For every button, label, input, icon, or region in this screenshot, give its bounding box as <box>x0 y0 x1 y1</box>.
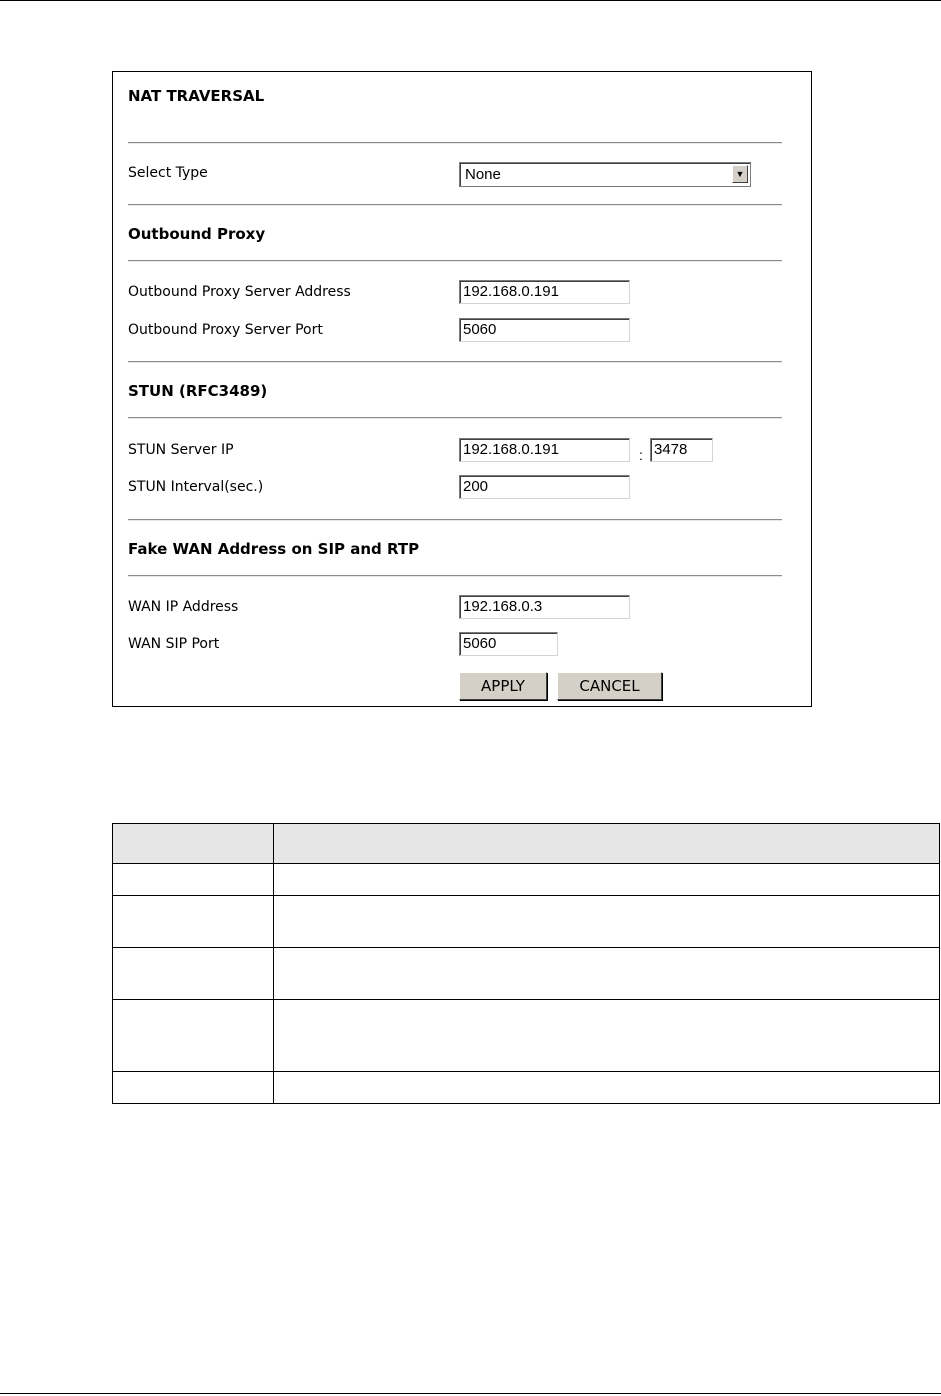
table-row <box>113 1072 940 1104</box>
chevron-down-icon[interactable]: ▼ <box>732 165 748 183</box>
ip-port-separator: : <box>639 447 643 463</box>
wan-ip-address-label: WAN IP Address <box>128 599 239 615</box>
stun-interval-label: STUN Interval(sec.) <box>128 479 264 495</box>
table-cell <box>274 948 940 1000</box>
outbound-proxy-port-label: Outbound Proxy Server Port <box>128 322 323 338</box>
description-table <box>112 823 940 1104</box>
divider <box>128 260 782 262</box>
wan-ip-address-input[interactable]: 192.168.0.3 <box>459 595 630 619</box>
table-cell <box>113 864 274 896</box>
divider <box>128 204 782 206</box>
apply-button[interactable]: APPLY <box>459 672 547 700</box>
fake-wan-heading: Fake WAN Address on SIP and RTP <box>128 540 420 558</box>
outbound-proxy-address-label: Outbound Proxy Server Address <box>128 284 351 300</box>
stun-server-port-input[interactable]: 3478 <box>650 438 713 462</box>
table-cell <box>274 864 940 896</box>
table-header-cell <box>113 824 274 864</box>
divider <box>128 361 782 363</box>
select-type-label: Select Type <box>128 165 208 181</box>
divider <box>128 417 782 419</box>
outbound-proxy-address-input[interactable]: 192.168.0.191 <box>459 280 630 304</box>
divider <box>128 142 782 144</box>
table-cell <box>113 1072 274 1104</box>
table-cell <box>113 948 274 1000</box>
select-type-dropdown[interactable] <box>459 162 751 187</box>
cancel-button[interactable]: CANCEL <box>557 672 662 700</box>
table-row <box>113 864 940 896</box>
stun-heading: STUN (RFC3489) <box>128 382 268 400</box>
wan-sip-port-input[interactable]: 5060 <box>459 632 558 656</box>
page-top-rule <box>0 0 941 1</box>
table-cell <box>274 1072 940 1104</box>
outbound-proxy-heading: Outbound Proxy <box>128 225 266 243</box>
table-cell <box>113 896 274 948</box>
table-cell <box>274 896 940 948</box>
table-row <box>113 948 940 1000</box>
stun-interval-input[interactable]: 200 <box>459 475 630 499</box>
table-cell <box>113 1000 274 1072</box>
select-type-value: None <box>465 166 501 183</box>
stun-server-ip-label: STUN Server IP <box>128 442 234 458</box>
panel-title: NAT TRAVERSAL <box>128 87 265 105</box>
table-header-row <box>113 824 940 864</box>
table-row <box>113 896 940 948</box>
page-bottom-rule <box>0 1393 941 1394</box>
table-row <box>113 1000 940 1072</box>
outbound-proxy-port-input[interactable]: 5060 <box>459 318 630 342</box>
nat-traversal-panel <box>112 71 812 707</box>
table-header-cell <box>274 824 940 864</box>
table-cell <box>274 1000 940 1072</box>
divider <box>128 575 782 577</box>
divider <box>128 519 782 521</box>
wan-sip-port-label: WAN SIP Port <box>128 636 220 652</box>
stun-server-ip-input[interactable]: 192.168.0.191 <box>459 438 630 462</box>
